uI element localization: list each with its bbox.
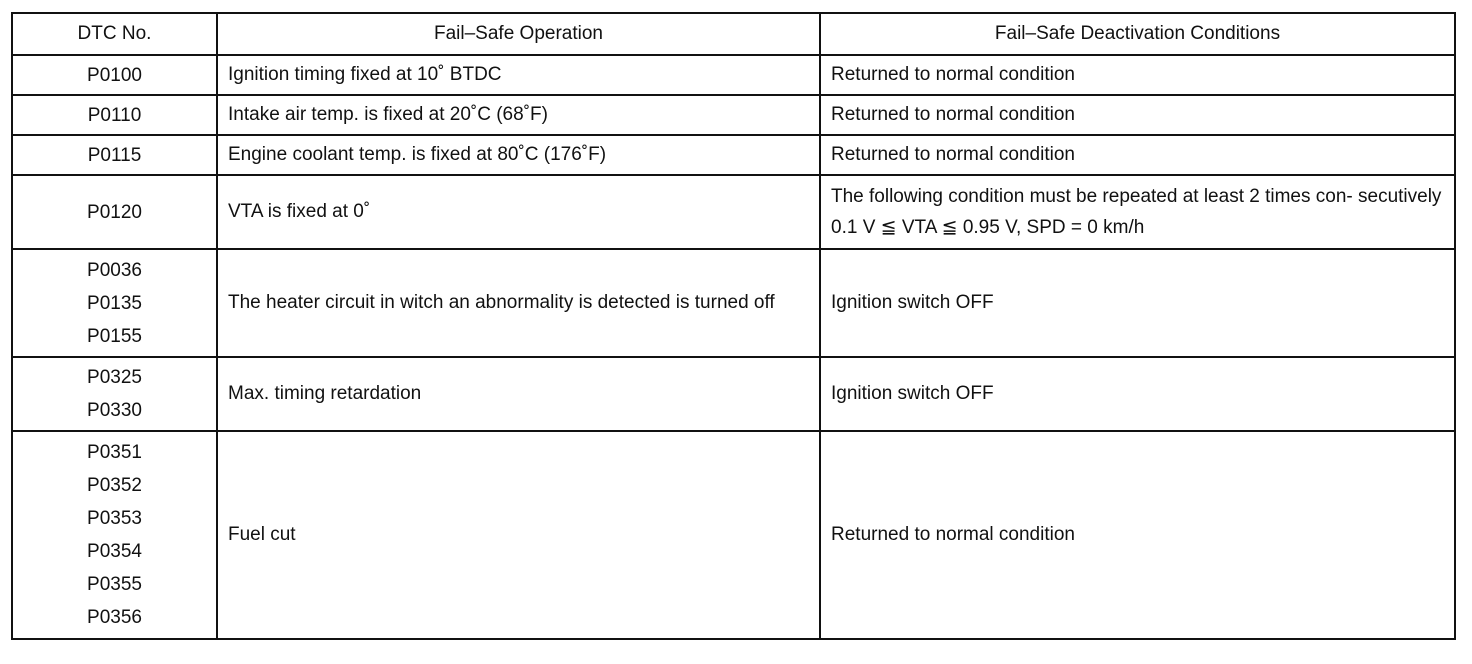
dtc-code: P0354 (87, 541, 142, 562)
table-row (12, 55, 1455, 95)
deactivation-condition-cell (820, 175, 1455, 249)
fail-safe-operation-cell: Engine coolant temp. is fixed at 80˚C (176˚F) (217, 135, 820, 175)
dtc-code-cell (12, 95, 217, 135)
dtc-code-cell (12, 431, 217, 639)
dtc-code-cell (12, 135, 217, 175)
table-row (12, 249, 1455, 357)
fail-safe-operation-cell: Fuel cut (217, 431, 820, 639)
deactivation-condition-cell: Returned to normal condition (820, 55, 1455, 95)
dtc-code: P0036 (87, 259, 142, 281)
dtc-code: P0355 (87, 574, 142, 595)
dtc-code-cell (12, 357, 217, 431)
fail-safe-operation-cell: Intake air temp. is fixed at 20˚C (68˚F) (217, 95, 820, 135)
table-row (12, 95, 1455, 135)
dtc-code-cell (12, 175, 217, 249)
dtc-code: P0352 (87, 475, 142, 496)
deactivation-condition-cell: Returned to normal condition (820, 135, 1455, 175)
dtc-code: P0120 (87, 201, 142, 223)
header-fail-safe-operation: Fail–Safe Operation (217, 13, 820, 55)
fail-safe-operation-cell: Ignition timing fixed at 10˚ BTDC (217, 55, 820, 95)
dtc-code: P0135 (87, 292, 142, 314)
deactivation-condition-cell: Returned to normal condition (820, 95, 1455, 135)
dtc-code: P0325 (87, 367, 142, 388)
fail-safe-table (11, 12, 1456, 640)
table-row (12, 175, 1455, 249)
table-header-row (12, 13, 1455, 55)
deactivation-condition-cell: Ignition switch OFF (820, 357, 1455, 431)
dtc-code-cell (12, 249, 217, 357)
dtc-code: P0353 (87, 508, 142, 529)
fail-safe-operation-cell: The heater circuit in witch an abnormality is detected is turned off (217, 249, 820, 357)
table-row (12, 431, 1455, 639)
deactivation-condition-cell: Ignition switch OFF (820, 249, 1455, 357)
dtc-code: P0115 (87, 144, 142, 166)
dtc-code-cell (12, 55, 217, 95)
dtc-code: P0110 (87, 104, 142, 126)
dtc-code: P0155 (87, 325, 142, 347)
dtc-code: P0356 (87, 607, 142, 628)
dtc-code: P0351 (87, 442, 142, 463)
table-row (12, 357, 1455, 431)
fail-safe-operation-cell: VTA is fixed at 0˚ (217, 175, 820, 249)
deactivation-condition-text: The following condition must be repeated at least 2 times con- secutively 0.1 V ≦ VTA ≦ 0.95 V, SPD = 0 km/h (831, 186, 1442, 238)
header-dtc-no: DTC No. (12, 13, 217, 55)
dtc-code: P0100 (87, 64, 142, 86)
header-deactivation-conditions: Fail–Safe Deactivation Conditions (820, 13, 1455, 55)
dtc-code: P0330 (87, 400, 142, 421)
fail-safe-operation-cell: Max. timing retardation (217, 357, 820, 431)
table-row (12, 135, 1455, 175)
deactivation-condition-cell: Returned to normal condition (820, 431, 1455, 639)
